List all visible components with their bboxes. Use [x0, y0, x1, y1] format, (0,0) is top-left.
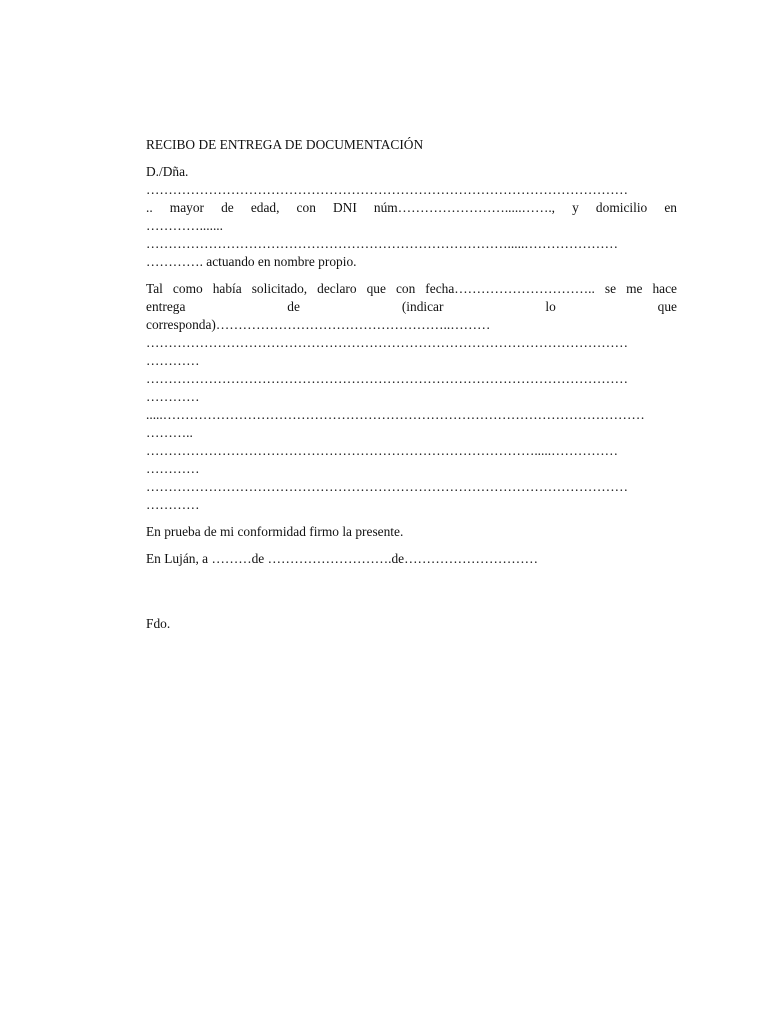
declaration-line-13: ………… — [146, 497, 200, 512]
declaration-line-7: ………… — [146, 389, 200, 404]
signature-label: Fdo. — [146, 616, 171, 631]
declaration-line-2: entrega de (indicar lo que — [146, 299, 677, 314]
declaration-line-11: ………… — [146, 461, 200, 476]
identity-line-3 — [146, 199, 677, 217]
declaration-line-12: ……………………………………………………………………………………………… — [146, 479, 629, 494]
receipt-document — [146, 136, 677, 642]
place-date-line: En Luján, a ………de ……………………….de………………………… — [146, 551, 539, 566]
declaration-line-3: corresponda)……………………………………………..……… — [146, 317, 491, 332]
document-title: RECIBO DE ENTREGA DE DOCUMENTACIÓN — [146, 137, 424, 152]
conformity-statement: En prueba de mi conformidad firmo la presente. — [146, 524, 404, 539]
declaration-line-4: ……………………………………………………………………………………………… — [146, 335, 629, 350]
declaration-line-9: ……….. — [146, 425, 193, 440]
identity-line-2: ……………………………………………………………………………………………… — [146, 182, 629, 197]
identity-line-3-text: .. mayor de edad, con DNI núm…………………….....……., y domicilio en — [146, 200, 677, 215]
identity-line-6: …………. actuando en nombre propio. — [146, 254, 357, 269]
identity-line-5: ……………………………………………………………………….....………………… — [146, 236, 619, 251]
declaration-line-8: .....……………………………………………………………………………………………… — [146, 407, 645, 422]
signature-spacer — [146, 577, 677, 615]
declaration-line-6: ……………………………………………………………………………………………… — [146, 371, 629, 386]
declaration-paragraph — [146, 280, 677, 514]
declaration-line-5: ………… — [146, 353, 200, 368]
declaration-line-10: …………………………………………………………………………….....…………… — [146, 443, 619, 458]
identity-paragraph — [146, 163, 677, 271]
declaration-line-1: Tal como había solicitado, declaro que con fecha………………………….. se me hace — [146, 281, 677, 296]
identity-line-1: D./Dña. — [146, 164, 189, 179]
identity-line-4: …………....... — [146, 218, 223, 233]
